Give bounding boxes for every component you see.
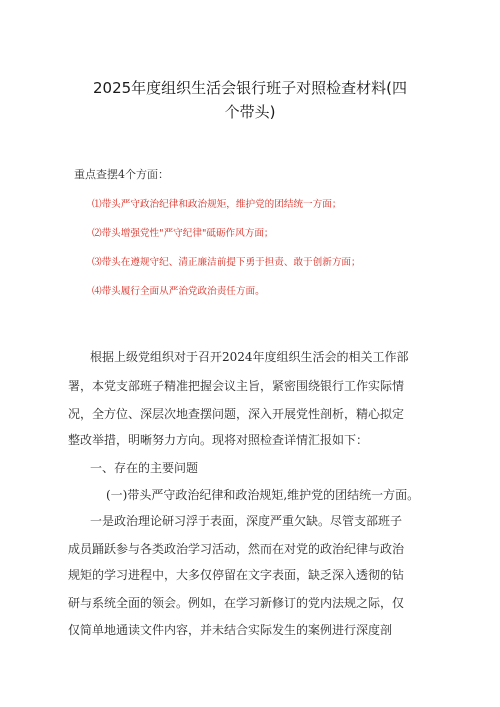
- paragraph-line: 研与系统全面的领会。例如，在学习新修订的党内法规之际，仅: [68, 596, 405, 610]
- focus-item: ⑵带头增强党性"严守纪律"砥砺作风方面；: [92, 228, 274, 239]
- title-line-1: 2025年度组织生活会银行班子对照检查材料(四: [92, 79, 408, 97]
- paragraph-line: 一是政治理论研习浮于表面，深度严重欠缺。尽管支部班子: [90, 514, 403, 528]
- intro-line: 整改举措，明晰努力方向。现将对照检查详情汇报如下：: [68, 433, 369, 447]
- focus-item: ⑷带头履行全面从严治党政治责任方面。: [92, 286, 265, 297]
- intro-line: 况，全方位、深层次地查摆问题，深入开展党性剖析，精心拟定: [68, 407, 405, 421]
- section-heading: 一、存在的主要问题: [90, 461, 199, 475]
- intro-line: 根据上级党组织对于召开2024年度组织生活会的相关工作部: [90, 350, 409, 364]
- paragraph-line: 成员踊跃参与各类政治学习活动，然而在对党的政治纪律与政治: [68, 542, 405, 556]
- subsection-heading: (一)带头严守政治纪律和政治规矩,维护党的团结统一方面。: [106, 488, 420, 502]
- document-title: [70, 76, 430, 124]
- focus-item: ⑶带头在遵规守纪、清正廉洁前提下勇于担责、敢于创新方面；: [92, 257, 361, 268]
- focus-heading: 重点查摆4个方面：: [74, 168, 169, 181]
- focus-list: [92, 198, 361, 314]
- intro-line: 署，本党支部班子精准把握会议主旨，紧密围绕银行工作实际情: [68, 379, 405, 393]
- title-line-2: 个带头): [224, 103, 276, 121]
- paragraph-line: 仅简单地通读文件内容，并未结合实际发生的案例进行深度剖: [68, 623, 393, 637]
- paragraph-line: 规矩的学习进程中，大多仅停留在文字表面，缺乏深入透彻的钻: [68, 568, 405, 582]
- focus-item: ⑴带头严守政治纪律和政治规矩，维护党的团结统一方面；: [92, 199, 342, 210]
